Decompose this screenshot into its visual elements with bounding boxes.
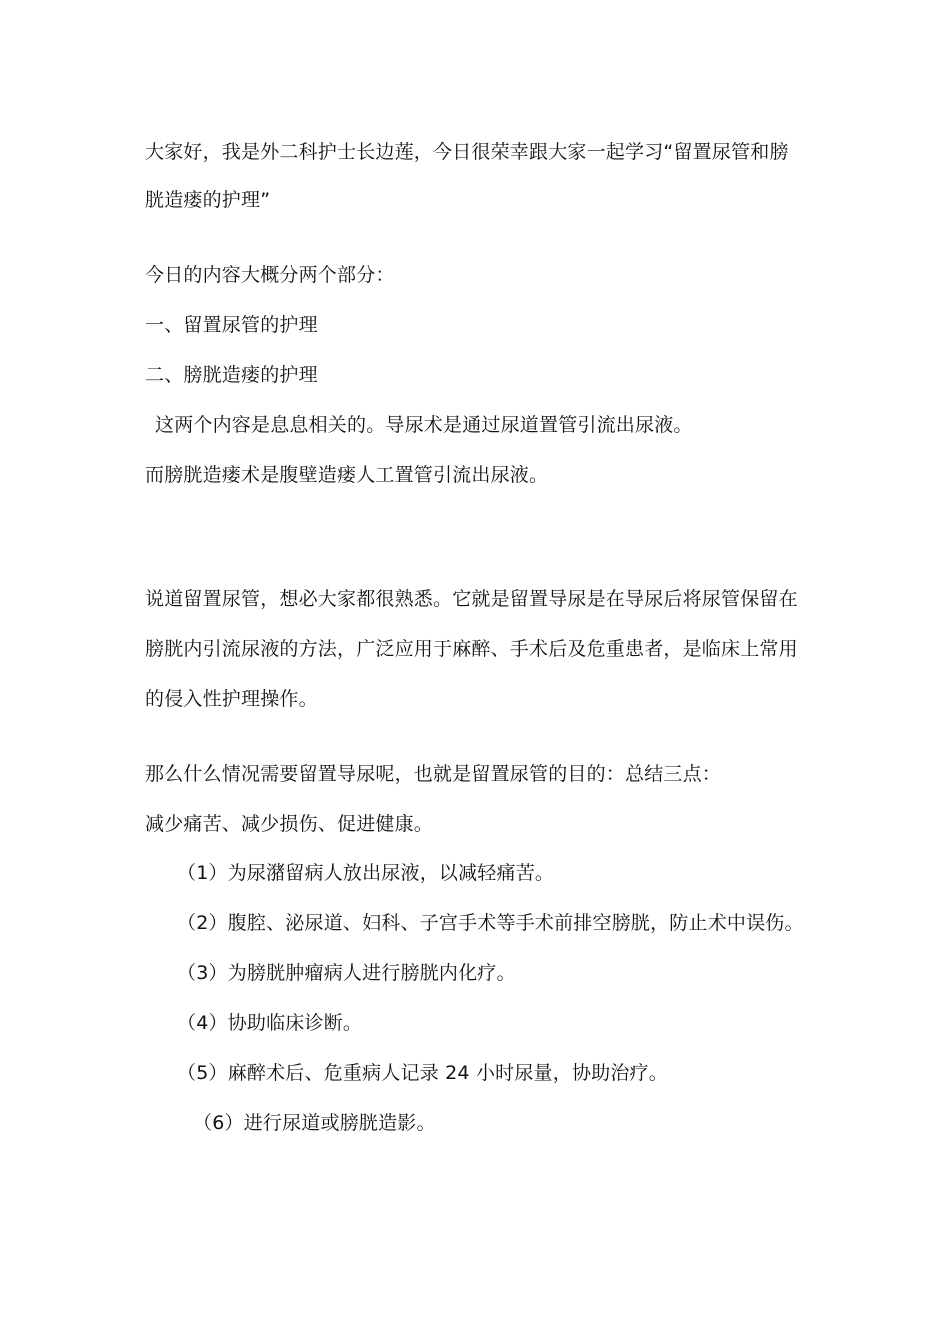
purpose-item-6: （6）进行尿道或膀胱造影。	[193, 1112, 436, 1134]
purpose-item-3: （3）为膀胱肿瘤病人进行膀胱内化疗。	[177, 962, 516, 984]
purpose-item-5: （5）麻醉术后、危重病人记录 24 小时尿量，协助治疗。	[177, 1062, 668, 1084]
catheter-intro-line-1: 说道留置尿管，想必大家都很熟悉。它就是留置导尿是在导尿后将尿管保留在	[145, 588, 798, 610]
purpose-item-4: （4）协助临床诊断。	[177, 1012, 363, 1034]
catheter-intro-line-2: 膀胱内引流尿液的方法，广泛应用于麻醉、手术后及危重患者，是临床上常用	[145, 638, 798, 660]
catheter-intro-line-3: 的侵入性护理操作。	[145, 688, 318, 710]
purpose-line-1: 那么什么情况需要留置导尿呢，也就是留置尿管的目的：总结三点：	[145, 763, 722, 785]
purpose-item-2: （2）腹腔、泌尿道、妇科、子宫手术等手术前排空膀胱，防止术中误伤。	[177, 912, 804, 934]
purpose-line-2: 减少痛苦、减少损伤、促进健康。	[145, 813, 434, 835]
outline-heading: 今日的内容大概分两个部分：	[145, 264, 395, 286]
intro-line-1: 大家好，我是外二科护士长边莲，今日很荣幸跟大家一起学习“留置尿管和膀	[145, 141, 789, 163]
intro-line-2: 胱造瘘的护理”	[145, 189, 271, 211]
outline-item-2: 二、膀胱造瘘的护理	[145, 364, 318, 386]
relation-line-1: 这两个内容是息息相关的。导尿术是通过尿道置管引流出尿液。	[155, 414, 693, 436]
relation-line-2: 而膀胱造瘘术是腹壁造瘘人工置管引流出尿液。	[145, 464, 549, 486]
purpose-item-1: （1）为尿潴留病人放出尿液，以减轻痛苦。	[177, 862, 555, 884]
outline-item-1: 一、留置尿管的护理	[145, 314, 318, 336]
